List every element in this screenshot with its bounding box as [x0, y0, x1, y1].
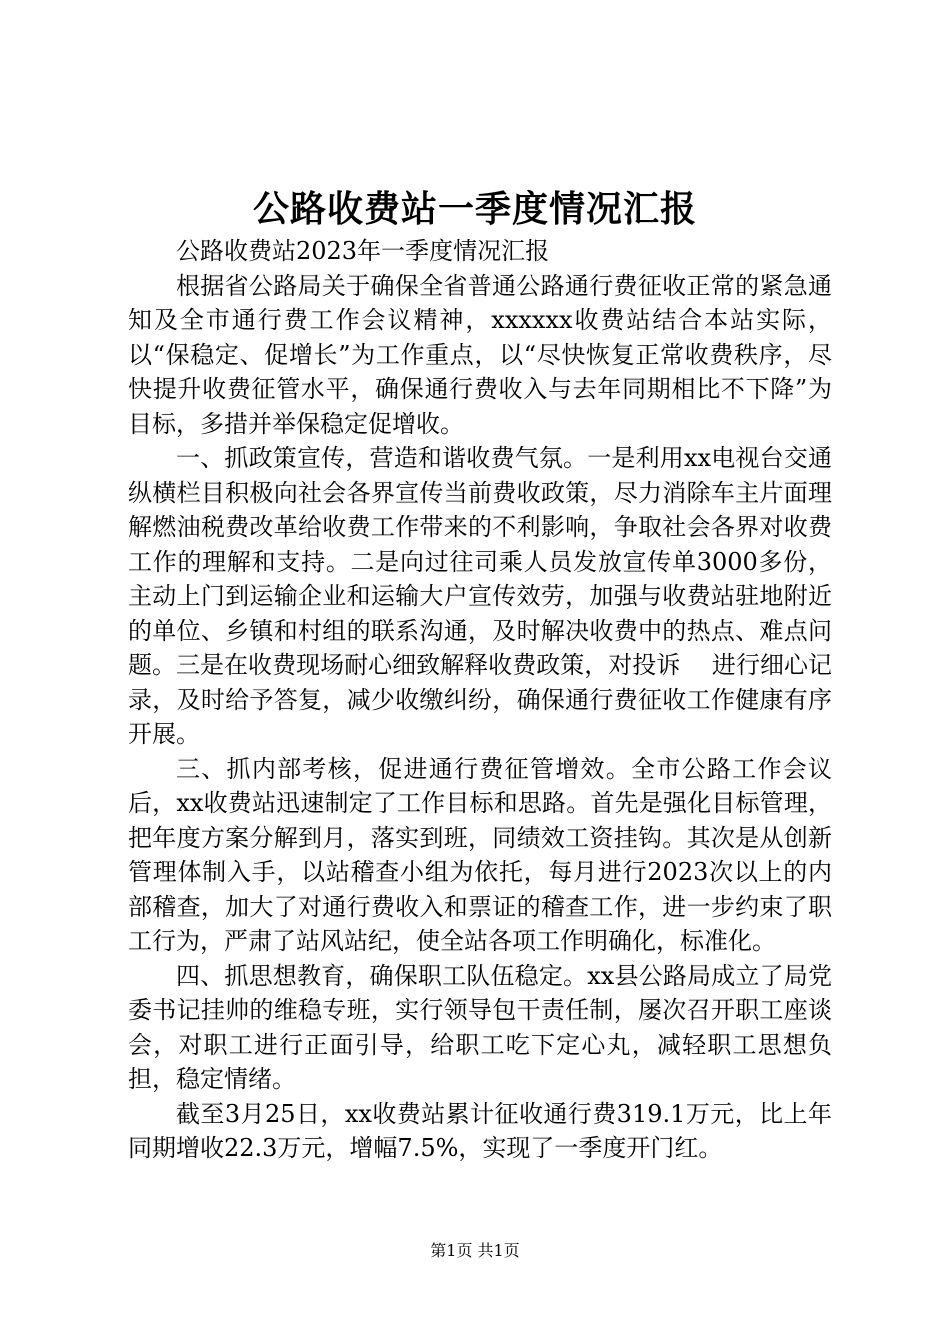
paragraph-policy-publicity: 一、抓政策宣传，营造和谐收费气氛。一是利用xx电视台交通纵横栏目积极向社会各界宣传当前费收政策，尽力消除车主片面理解燃油税费改革给收费工作带来的不利影响，争取社会各界对收费工作的理解和支持。二是向过往司乘人员发放宣传单3000多份，主动上门到运输企业和运输大户宣传效劳，加强与收费站驻地附近的单位、乡镇和村组的联系沟通，及时解决收费中的热点、难点问题。三是在收费现场耐心细致解释收费政策，对投诉 进行细心记录，及时给予答复，减少收缴纠纷，确保通行费征收工作健康有序开展。	[128, 444, 832, 748]
paragraph-ideological-education: 四、抓思想教育，确保职工队伍稳定。xx县公路局成立了局党委书记挂帅的维稳专班，实行领导包干责任制，屡次召开职工座谈会，对职工进行正面引导，给职工吃下定心丸，减轻职工思想负担，稳定情绪。	[128, 961, 832, 1093]
paragraph-summary: 截至3月25日，xx收费站累计征收通行费319.1万元，比上年同期增收22.3万元，增幅7.5%，实现了一季度开门红。	[128, 1099, 832, 1162]
paragraph-subtitle: 公路收费站2023年一季度情况汇报	[176, 237, 550, 265]
paragraph-internal-assessment: 三、抓内部考核，促进通行费征管增效。全市公路工作会议后，xx收费站迅速制定了工作目标和思路。首先是强化目标管理，把年度方案分解到月，落实到班，同绩效工资挂钩。其次是从创新管理体制入手，以站稽查小组为依托，每月进行2023次以上的内部稽查，加大了对通行费收入和票证的稽查工作，进一步约束了职工行为，严肃了站风站纪，使全站各项工作明确化，标准化。	[128, 754, 832, 955]
document-body	[128, 234, 832, 1166]
document-title: 公路收费站一季度情况汇报	[252, 188, 697, 230]
page-number-footer: 第1页 共1页	[430, 1241, 520, 1260]
paragraph-intro: 根据省公路局关于确保全省普通公路通行费征收正常的紧急通知及全市通行费工作会议精神，xxxxxx收费站结合本站实际，以“保稳定、促增长”为工作重点，以“尽快恢复正常收费秩序，尽快提升收费征管水平，确保通行费收入与去年同期相比不下降”为目标，多措并举保稳定促增收。	[128, 271, 832, 438]
